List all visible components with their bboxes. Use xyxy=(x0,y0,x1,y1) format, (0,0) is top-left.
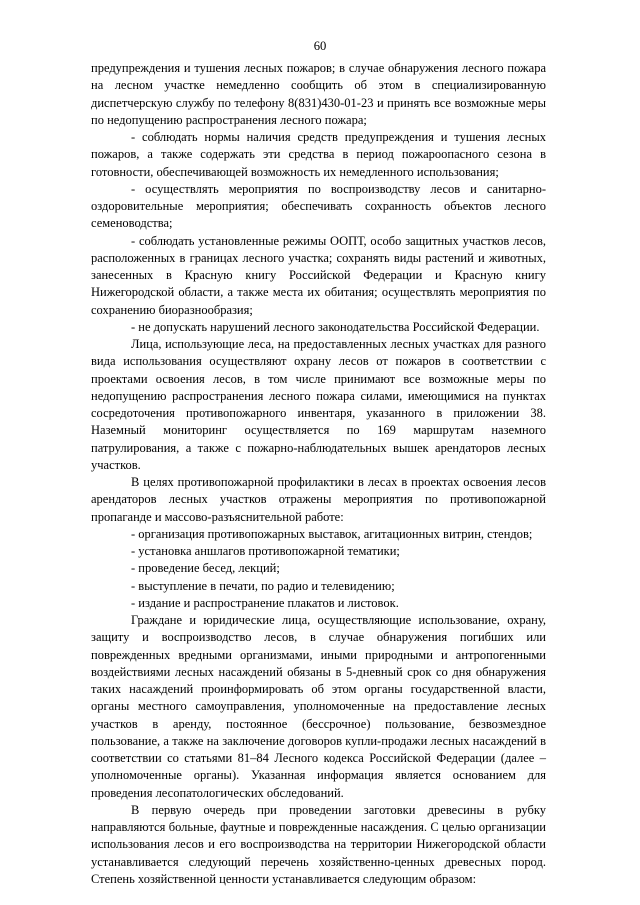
paragraph: Граждане и юридические лица, осуществляющие использование, охрану, защиту и воспроизводство лесов, в случае обнаружения погибших или поврежденных вредными организмами, иными природными и антропогенными воздействиями лесных насаждений обязаны в 5-дневный срок со дня обнаружения таких насаждений проинформировать об этом органы государственной власти, органы местного самоуправления, уполномоченные на предоставление лесных участков в аренду, постоянное (бессрочное) пользование, безвозмездное пользование, а также на заключение договоров купли-продажи лесных насаждений в соответствии со статьями 81–84 Лесного кодекса Российской Федерации (далее – уполномоченные органы). Указанная информация является основанием для проведения лесопатологических обследований. xyxy=(91,613,546,800)
list-item: - организация противопожарных выставок, агитационных витрин, стендов; xyxy=(131,526,533,541)
paragraph: Лица, использующие леса, на предоставленных лесных участках для разного вида использования осуществляют охрану лесов от пожаров в соответствии с проектами освоения лесов, в том числе принимают все возможные меры по недопущению распространения лесного пожара силами, имеющимися на пунктах сосредоточения противопожарного инвентаря, указанного в приложении 38. Наземный мониторинг осуществляется по 169 маршрутам наземного патрулирования, а также с пожарно-наблюдательных вышек арендаторов лесных участков. xyxy=(91,337,546,472)
list-item: - осуществлять мероприятия по воспроизводству лесов и санитарно-оздоровительные мероприятия; обеспечивать сохранность объектов лесного семеноводства; xyxy=(91,181,546,231)
list-item: - проведение бесед, лекций; xyxy=(131,561,280,576)
paragraph: предупреждения и тушения лесных пожаров; в случае обнаружения лесного пожара на лесном участке немедленно сообщить об этом в специализированную диспетчерскую службу по телефону 8(831)430-01-23 и принять все возможные меры по недопущению распространения лесного пожара; xyxy=(91,61,546,127)
paragraph: В первую очередь при проведении заготовки древесины в рубку направляются больные, фаутные и поврежденные насаждения. С целью организации использования лесов и его воспроизводства на территории Нижегородской области устанавливается следующий перечень хозяйственно-ценных древесных пород. Степень хозяйственной ценности устанавливается следующим образом: xyxy=(91,802,546,886)
list-item: - выступление в печати, по радио и телевидению; xyxy=(131,578,395,593)
paragraph: В целях противопожарной профилактики в лесах в проектах освоения лесов арендаторов лесных участков отражены мероприятия по противопожарной пропаганде и массово-разъяснительной работе: xyxy=(91,475,546,524)
list-item: - не допускать нарушений лесного законодательства Российской Федерации. xyxy=(131,319,540,334)
list-item: - издание и распространение плакатов и листовок. xyxy=(131,595,399,610)
list-item: - соблюдать установленные режимы ООПТ, особо защитных участков лесов, расположенных в границах лесного участка; сохранять виды растений и животных, занесенных в Красную книгу Российской Федерации и Красную книгу Нижегородской области, а также места их обитания; осуществлять мероприятия по сохранению биоразнообразия; xyxy=(91,233,546,317)
list-item: - установка аншлагов противопожарной тематики; xyxy=(131,544,400,558)
page-number: 60 xyxy=(313,39,327,53)
document-body xyxy=(91,60,546,888)
list-item: - соблюдать нормы наличия средств предупреждения и тушения лесных пожаров, а также содержать эти средства в период пожароопасного сезона в готовности, обеспечивающей возможность их немедленного использования; xyxy=(91,130,546,179)
